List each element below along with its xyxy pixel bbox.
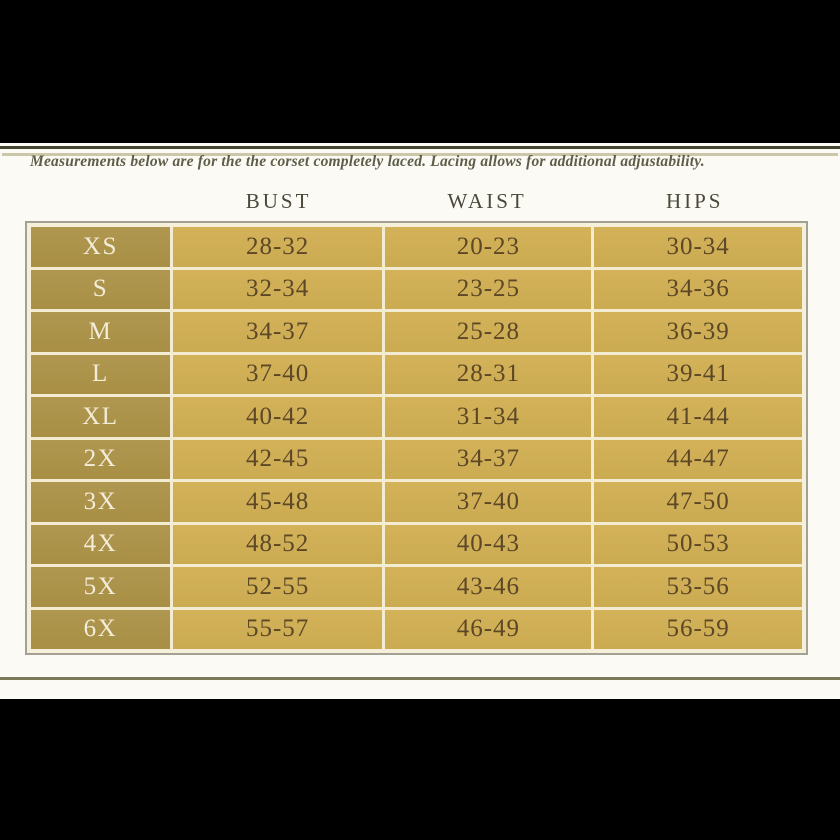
- bust-cell: 32-34: [173, 270, 383, 310]
- size-table: [25, 221, 808, 655]
- bust-cell: 55-57: [173, 610, 383, 650]
- waist-cell: 28-31: [385, 355, 591, 395]
- table-row: [31, 567, 802, 607]
- waist-cell: 20-23: [385, 227, 591, 267]
- size-label-cell: 4X: [31, 525, 170, 565]
- size-label-cell: 3X: [31, 482, 170, 522]
- waist-cell: 46-49: [385, 610, 591, 650]
- bust-cell: 34-37: [173, 312, 383, 352]
- bust-cell: 42-45: [173, 440, 383, 480]
- column-header-hips: HIPS: [665, 189, 724, 213]
- hips-cell: 44-47: [594, 440, 802, 480]
- hips-cell: 56-59: [594, 610, 802, 650]
- table-row: [31, 525, 802, 565]
- waist-cell: 23-25: [385, 270, 591, 310]
- hips-cell: 30-34: [594, 227, 802, 267]
- size-label-cell: XL: [31, 397, 170, 437]
- size-chart-panel: [0, 143, 840, 699]
- waist-cell: 31-34: [385, 397, 591, 437]
- measurement-note: Measurements below are for the the corset completely laced. Lacing allows for additional adjustability.: [30, 153, 705, 170]
- size-label-cell: M: [31, 312, 170, 352]
- bust-cell: 40-42: [173, 397, 383, 437]
- size-label-cell: 5X: [31, 567, 170, 607]
- size-label-cell: L: [31, 355, 170, 395]
- bust-cell: 37-40: [173, 355, 383, 395]
- letterbox-top-bar: [0, 0, 840, 143]
- hips-cell: 39-41: [594, 355, 802, 395]
- table-row: [31, 312, 802, 352]
- waist-cell: 37-40: [385, 482, 591, 522]
- size-label-cell: 6X: [31, 610, 170, 650]
- hips-cell: 50-53: [594, 525, 802, 565]
- table-row: [31, 270, 802, 310]
- size-table-body: [31, 227, 802, 649]
- bust-cell: 52-55: [173, 567, 383, 607]
- bust-cell: 48-52: [173, 525, 383, 565]
- hips-cell: 36-39: [594, 312, 802, 352]
- size-chart: [25, 181, 808, 655]
- size-label-cell: S: [31, 270, 170, 310]
- table-row: [31, 397, 802, 437]
- waist-cell: 34-37: [385, 440, 591, 480]
- table-row: [31, 355, 802, 395]
- bottom-divider-rule: [0, 677, 840, 680]
- hips-cell: 41-44: [594, 397, 802, 437]
- table-row: [31, 440, 802, 480]
- size-label-cell: 2X: [31, 440, 170, 480]
- bust-cell: 28-32: [173, 227, 383, 267]
- table-row: [31, 610, 802, 650]
- table-row: [31, 227, 802, 267]
- hips-cell: 47-50: [594, 482, 802, 522]
- column-header-waist: WAIST: [447, 189, 527, 213]
- column-header-row: [25, 181, 808, 217]
- column-header-bust: BUST: [245, 189, 312, 213]
- hips-cell: 34-36: [594, 270, 802, 310]
- size-label-cell: XS: [31, 227, 170, 267]
- waist-cell: 43-46: [385, 567, 591, 607]
- letterbox-bottom-bar: [0, 699, 840, 840]
- top-divider-rule: [0, 146, 840, 153]
- table-row: [31, 482, 802, 522]
- waist-cell: 25-28: [385, 312, 591, 352]
- hips-cell: 53-56: [594, 567, 802, 607]
- waist-cell: 40-43: [385, 525, 591, 565]
- bust-cell: 45-48: [173, 482, 383, 522]
- column-header-spacer: [34, 181, 173, 217]
